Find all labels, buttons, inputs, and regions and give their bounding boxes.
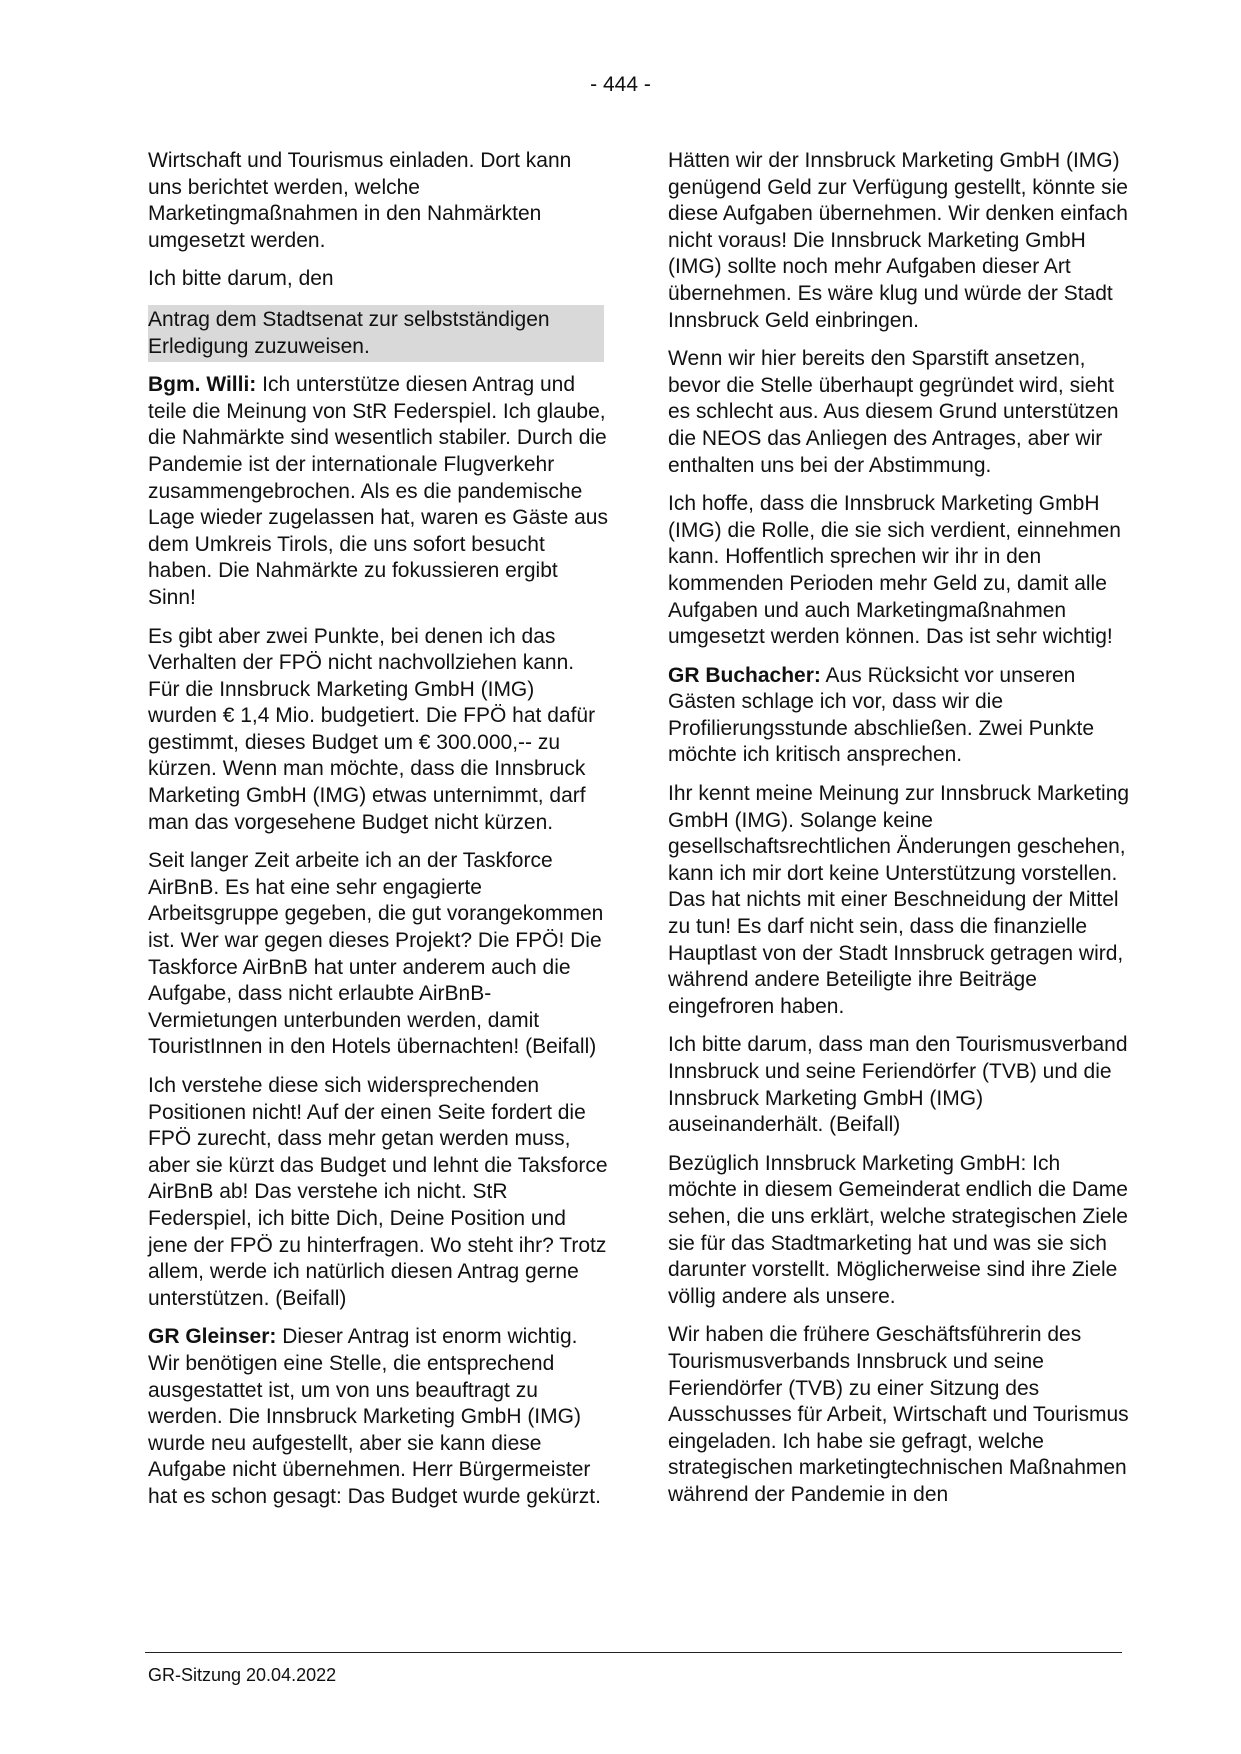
- paragraph: Wirtschaft und Tourismus einladen. Dort kann uns berichtet werden, welche Marketingmaßnahmen in den Nahmärkten umgesetzt werden.: [148, 149, 572, 252]
- speech-text: Ich unterstütze diesen Antrag und teile die Meinung von StR Federspiel. Ich glaube, die Nahmärkte sind wesentlich stabiler. Durch die Pandemie ist der internationale Flugverkehr zusammengebrochen. Als es die pandemische Lage wieder zugelassen hat, waren es Gäste aus dem Umkreis Tirols, die uns sofort besucht haben. Die Nahmärkte zu fokussieren ergibt Sinn!: [148, 373, 608, 609]
- footer-divider: [145, 1652, 1122, 1653]
- paragraph: Ich hoffe, dass die Innsbruck Marketing GmbH (IMG) die Rolle, die sie sich verdient, einnehmen kann. Hoffentlich sprechen wir ihr in den kommenden Perioden mehr Geld zu, damit alle Aufgaben und auch Marketingmaßnahmen umgesetzt werden können. Das ist sehr wichtig!: [668, 492, 1121, 649]
- speaker-name: GR Buchacher:: [668, 663, 821, 687]
- speaker-name: GR Gleinser:: [148, 1325, 277, 1349]
- speaker-name: Bgm. Willi:: [148, 373, 257, 397]
- paragraph: Ich bitte darum, den: [148, 267, 334, 291]
- paragraph: Ich bitte darum, dass man den Tourismusverband Innsbruck und seine Feriendörfer (TVB) und die Innsbruck Marketing GmbH (IMG) auseinanderhält. (Beifall): [668, 1033, 1128, 1137]
- highlighted-motion: Antrag dem Stadtsenat zur selbstständigen Erledigung zuzuweisen.: [148, 305, 604, 362]
- paragraph: [668, 663, 1134, 769]
- paragraph: Ihr kennt meine Meinung zur Innsbruck Marketing GmbH (IMG). Solange keine gesellschaftsrechtlichen Änderungen geschehen, kann ich mir dort keine Unterstützung vorstellen. Das hat nichts mit einer Beschneidung der Mittel zu tun! Es darf nicht sein, dass die finanzielle Hauptlast von der Stadt Innsbruck getragen wird, während andere Beteiligte ihre Beiträge eingefroren haben.: [668, 782, 1130, 1018]
- speech-text: Aus Rücksicht vor unseren Gästen schlage ich vor, dass wir die Profilierungsstunde abschließen. Zwei Punkte möchte ich kritisch ansprechen.: [668, 663, 1095, 767]
- paragraph: Es gibt aber zwei Punkte, bei denen ich das Verhalten der FPÖ nicht nachvollziehen kann. Für die Innsbruck Marketing GmbH (IMG) wurden € 1,4 Mio. budgetiert. Die FPÖ hat dafür gestimmt, dieses Budget um € 300.000,-- zu kürzen. Wenn man möchte, dass die Innsbruck Marketing GmbH (IMG) etwas unternimmt, darf man das vorgesehene Budget nicht kürzen.: [148, 624, 596, 834]
- paragraph: [148, 1324, 608, 1510]
- paragraph: Hätten wir der Innsbruck Marketing GmbH (IMG) genügend Geld zur Verfügung gestellt, könnte sie diese Aufgaben übernehmen. Wir denken einfach nicht voraus! Die Innsbruck Marketing GmbH (IMG) sollte noch mehr Aufgaben dieser Art übernehmen. Es wäre klug und würde der Stadt Innsbruck Geld einbringen.: [668, 149, 1128, 332]
- right-column: [668, 148, 1134, 1521]
- footer-session-date: GR-Sitzung 20.04.2022: [148, 1665, 337, 1685]
- paragraph: Wenn wir hier bereits den Sparstift ansetzen, bevor die Stelle überhaupt gegründet wird, sieht es schlecht aus. Aus diesem Grund unterstützen die NEOS das Anliegen des Antrages, aber wir enthalten uns bei der Abstimmung.: [668, 347, 1119, 477]
- paragraph: Ich verstehe diese sich widersprechenden Positionen nicht! Auf der einen Seite fordert die FPÖ zurecht, dass mehr getan werden muss, aber sie kürzt das Budget und lehnt die Taksforce AirBnB ab! Das verstehe ich nicht. StR Federspiel, ich bitte Dich, Deine Position und jene der FPÖ zu hinterfragen. Wo steht ihr? Trotz allem, werde ich natürlich diesen Antrag gerne unterstützen. (Beifall): [148, 1074, 608, 1310]
- paragraph: [148, 372, 608, 611]
- paragraph: Seit langer Zeit arbeite ich an der Taskforce AirBnB. Es hat eine sehr engagierte Arbeitsgruppe gegeben, die gut vorangekommen ist. Wer war gegen dieses Projekt? Die FPÖ! Die Taskforce AirBnB hat unter anderem auch die Aufgabe, dass nicht erlaubte AirBnB-Vermietungen unterbunden werden, damit TouristInnen in den Hotels übernachten! (Beifall): [148, 849, 604, 1059]
- page-number: - 444 -: [590, 73, 651, 96]
- paragraph: Wir haben die frühere Geschäftsführerin des Tourismusverbands Innsbruck und seine Feriendörfer (TVB) zu einer Sitzung des Ausschusses für Arbeit, Wirtschaft und Tourismus eingeladen. Ich habe sie gefragt, welche strategischen marketingtechnischen Maßnahmen während der Pandemie in den: [668, 1323, 1129, 1506]
- left-column: [148, 148, 608, 1523]
- speech-text: Dieser Antrag ist enorm wichtig. Wir benötigen eine Stelle, die entsprechend ausgestattet ist, um von uns beauftragt zu werden. Die Innsbruck Marketing GmbH (IMG) wurde neu aufgestellt, aber sie kann diese Aufgabe nicht übernehmen. Herr Bürgermeister hat es schon gesagt: Das Budget wurde gekürzt.: [148, 1325, 601, 1508]
- paragraph: Bezüglich Innsbruck Marketing GmbH: Ich möchte in diesem Gemeinderat endlich die Dame sehen, die uns erklärt, welche strategischen Ziele sie für das Stadtmarketing hat und was sie sich darunter vorstellt. Möglicherweise sind ihre Ziele völlig andere als unsere.: [668, 1151, 1128, 1308]
